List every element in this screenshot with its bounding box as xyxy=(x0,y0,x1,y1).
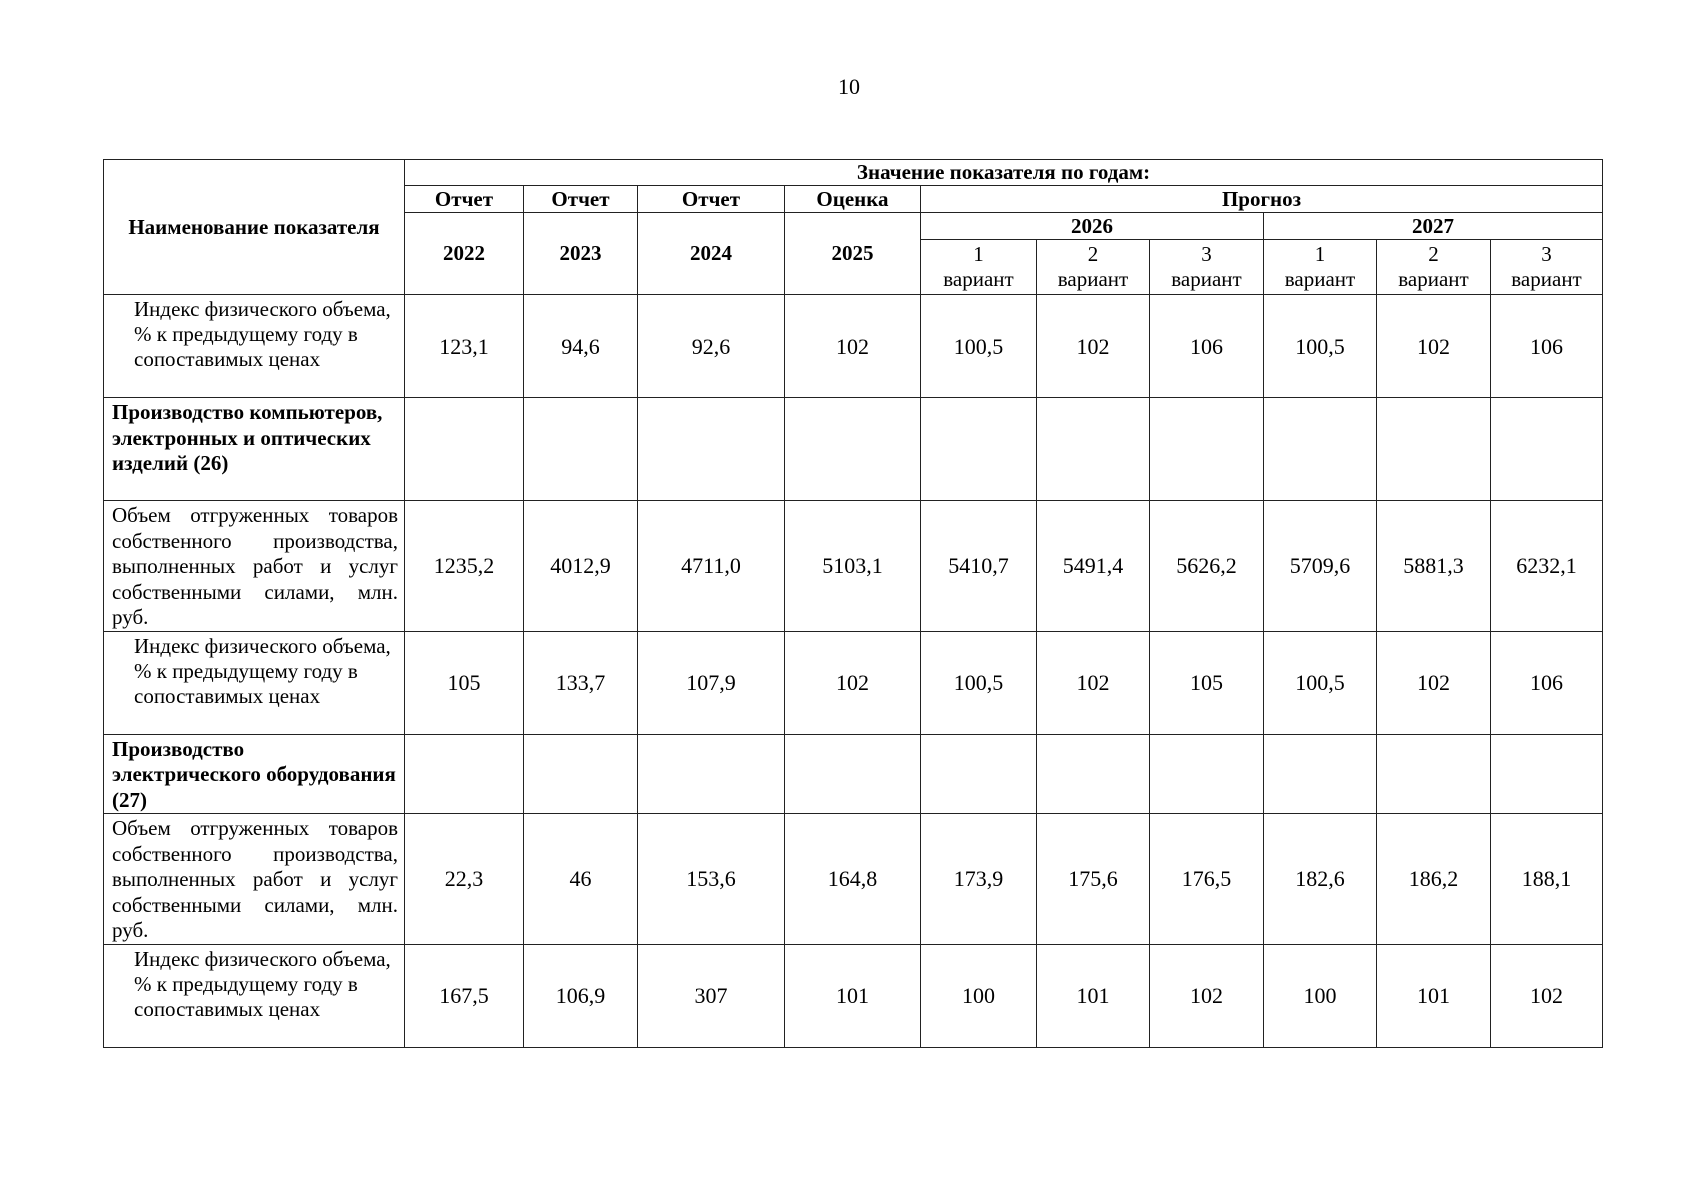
value-cell xyxy=(1377,734,1491,814)
value-cell: 101 xyxy=(1377,944,1491,1047)
indicators-table xyxy=(103,159,1603,1048)
value-cell: 164,8 xyxy=(785,814,921,945)
forecast-header: Прогноз xyxy=(921,186,1603,213)
table-row xyxy=(104,631,1603,734)
indicator-name: Индекс физического объема, % к предыдущему году в сопоставимых ценах xyxy=(104,944,405,1047)
column-kind-header: Отчет xyxy=(638,186,785,213)
value-cell: 175,6 xyxy=(1037,814,1150,945)
forecast-year-header: 2026 xyxy=(921,213,1264,240)
table-row xyxy=(104,814,1603,945)
value-cell: 100 xyxy=(1264,944,1377,1047)
value-cell: 94,6 xyxy=(524,295,638,398)
value-cell: 5491,4 xyxy=(1037,501,1150,632)
table-row xyxy=(104,734,1603,814)
value-cell: 102 xyxy=(1150,944,1264,1047)
table-row xyxy=(104,295,1603,398)
value-cell: 106 xyxy=(1491,295,1603,398)
value-cell: 107,9 xyxy=(638,631,785,734)
value-cell: 106 xyxy=(1150,295,1264,398)
value-cell: 100,5 xyxy=(1264,295,1377,398)
table-row xyxy=(104,398,1603,501)
value-cell: 100,5 xyxy=(921,631,1037,734)
value-cell: 102 xyxy=(1377,631,1491,734)
column-year-header: 2025 xyxy=(785,213,921,295)
value-cell: 6232,1 xyxy=(1491,501,1603,632)
value-cell: 5626,2 xyxy=(1150,501,1264,632)
value-cell: 307 xyxy=(638,944,785,1047)
column-year-header: 2022 xyxy=(405,213,524,295)
value-cell: 106 xyxy=(1491,631,1603,734)
value-cell xyxy=(1491,734,1603,814)
value-cell: 105 xyxy=(405,631,524,734)
value-cell xyxy=(1491,398,1603,501)
value-cell: 123,1 xyxy=(405,295,524,398)
value-cell: 5709,6 xyxy=(1264,501,1377,632)
value-cell xyxy=(785,734,921,814)
value-cell xyxy=(1264,734,1377,814)
value-cell: 188,1 xyxy=(1491,814,1603,945)
values-by-year-header: Значение показателя по годам: xyxy=(405,160,1603,186)
value-cell: 106,9 xyxy=(524,944,638,1047)
value-cell: 5881,3 xyxy=(1377,501,1491,632)
table-row xyxy=(104,944,1603,1047)
variant-header: 1 вариант xyxy=(921,240,1037,295)
column-year-header: 2024 xyxy=(638,213,785,295)
forecast-year-header: 2027 xyxy=(1264,213,1603,240)
value-cell xyxy=(1377,398,1491,501)
value-cell xyxy=(1150,398,1264,501)
value-cell: 153,6 xyxy=(638,814,785,945)
value-cell: 102 xyxy=(1491,944,1603,1047)
value-cell: 101 xyxy=(785,944,921,1047)
section-title: Производство электрического оборудования (27) xyxy=(104,734,405,814)
column-kind-header: Отчет xyxy=(405,186,524,213)
section-title: Производство компьютеров, электронных и оптических изделий (26) xyxy=(104,398,405,501)
value-cell xyxy=(405,734,524,814)
value-cell: 173,9 xyxy=(921,814,1037,945)
value-cell xyxy=(921,398,1037,501)
value-cell xyxy=(921,734,1037,814)
column-kind-header: Оценка xyxy=(785,186,921,213)
value-cell xyxy=(785,398,921,501)
table-row xyxy=(104,501,1603,632)
value-cell: 102 xyxy=(785,631,921,734)
value-cell xyxy=(638,398,785,501)
value-cell xyxy=(1037,398,1150,501)
value-cell: 100,5 xyxy=(921,295,1037,398)
value-cell: 186,2 xyxy=(1377,814,1491,945)
value-cell: 102 xyxy=(1037,631,1150,734)
value-cell xyxy=(1150,734,1264,814)
value-cell: 100 xyxy=(921,944,1037,1047)
value-cell: 92,6 xyxy=(638,295,785,398)
value-cell: 102 xyxy=(785,295,921,398)
column-year-header: 2023 xyxy=(524,213,638,295)
indicator-name: Индекс физического объема, % к предыдущему году в сопоставимых ценах xyxy=(104,631,405,734)
column-kind-header: Отчет xyxy=(524,186,638,213)
value-cell xyxy=(524,398,638,501)
table-body xyxy=(104,295,1603,1048)
value-cell xyxy=(638,734,785,814)
value-cell: 102 xyxy=(1037,295,1150,398)
value-cell: 182,6 xyxy=(1264,814,1377,945)
variant-header: 3 вариант xyxy=(1150,240,1264,295)
value-cell: 4711,0 xyxy=(638,501,785,632)
value-cell xyxy=(1037,734,1150,814)
value-cell: 22,3 xyxy=(405,814,524,945)
value-cell: 133,7 xyxy=(524,631,638,734)
value-cell: 176,5 xyxy=(1150,814,1264,945)
table-header xyxy=(104,160,1603,295)
indicator-name: Индекс физического объема, % к предыдущему году в сопоставимых ценах xyxy=(104,295,405,398)
value-cell: 4012,9 xyxy=(524,501,638,632)
value-cell: 46 xyxy=(524,814,638,945)
value-cell: 105 xyxy=(1150,631,1264,734)
value-cell: 167,5 xyxy=(405,944,524,1047)
value-cell: 101 xyxy=(1037,944,1150,1047)
value-cell xyxy=(524,734,638,814)
value-cell: 100,5 xyxy=(1264,631,1377,734)
value-cell: 102 xyxy=(1377,295,1491,398)
value-cell: 5410,7 xyxy=(921,501,1037,632)
value-cell xyxy=(1264,398,1377,501)
value-cell xyxy=(405,398,524,501)
indicator-name: Объем отгруженных товаров собственного производства, выполненных работ и услуг собственными силами, млн. руб. xyxy=(104,814,405,945)
name-column-header: Наименование показателя xyxy=(104,160,405,295)
variant-header: 2 вариант xyxy=(1377,240,1491,295)
value-cell: 1235,2 xyxy=(405,501,524,632)
indicator-name: Объем отгруженных товаров собственного производства, выполненных работ и услуг собственными силами, млн. руб. xyxy=(104,501,405,632)
value-cell: 5103,1 xyxy=(785,501,921,632)
variant-header: 1 вариант xyxy=(1264,240,1377,295)
page-number: 10 xyxy=(838,74,860,99)
variant-header: 3 вариант xyxy=(1491,240,1603,295)
variant-header: 2 вариант xyxy=(1037,240,1150,295)
